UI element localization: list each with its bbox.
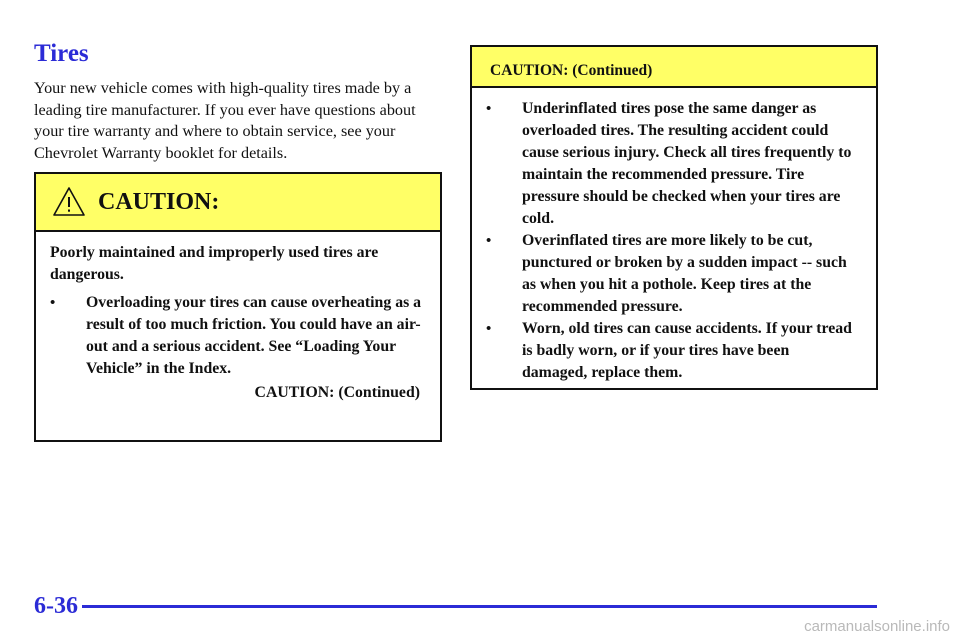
list-item-text: Overinflated tires are more likely to be cut, punctured or broken by a sudden impact -- such as when you hit a pothole. Keep tires at the recommended pressure. — [522, 232, 847, 315]
bullet-icon: • — [486, 101, 492, 117]
caution-header-bar — [472, 47, 876, 88]
caution-lead-text: Poorly maintained and improperly used tires are dangerous. — [50, 244, 379, 283]
bullet-icon: • — [50, 295, 56, 311]
caution-continued-label: CAUTION: (Continued) — [254, 384, 420, 401]
list-item-text: Worn, old tires can cause accidents. If your tread is badly worn, or if your tires have been damaged, replace them. — [522, 320, 852, 381]
intro-paragraph: Your new vehicle comes with high-quality tires made by a leading tire manufacturer. If you ever have questions about your tire warranty and where to obtain service, see your Chevrolet Warranty booklet for details. — [34, 79, 416, 162]
caution-bullet-list — [486, 98, 862, 384]
list-item — [486, 230, 862, 318]
list-item-text: Underinflated tires pose the same danger as overloaded tires. The resulting accident could cause serious injury. Check all tires frequently to maintain the recommended pressure. Tire pressure should be checked when your tires are cold. — [522, 100, 852, 227]
list-item-text: Overloading your tires can cause overheating as a result of too much friction. You could have an air-out and a serious accident. See “Loading Your Vehicle” in the Index. — [86, 294, 422, 377]
list-item — [486, 318, 862, 384]
caution-header-bar — [36, 174, 440, 232]
list-item — [50, 292, 426, 380]
warning-triangle-icon — [52, 186, 86, 218]
bullet-icon: • — [486, 233, 492, 249]
caution-continued-heading: CAUTION: (Continued) — [490, 62, 653, 79]
caution-box-right — [470, 45, 878, 390]
list-item — [486, 98, 862, 230]
footer-rule — [82, 605, 877, 608]
page-number: 6-36 — [34, 593, 78, 619]
caution-body — [472, 88, 876, 384]
caution-body — [36, 232, 440, 404]
watermark-text: carmanualsonline.info — [804, 618, 950, 635]
bullet-icon: • — [486, 321, 492, 337]
caution-box-left — [34, 172, 442, 442]
page-title: Tires — [34, 40, 89, 67]
caution-bullet-list — [50, 292, 426, 380]
caution-heading: CAUTION: — [98, 189, 220, 215]
